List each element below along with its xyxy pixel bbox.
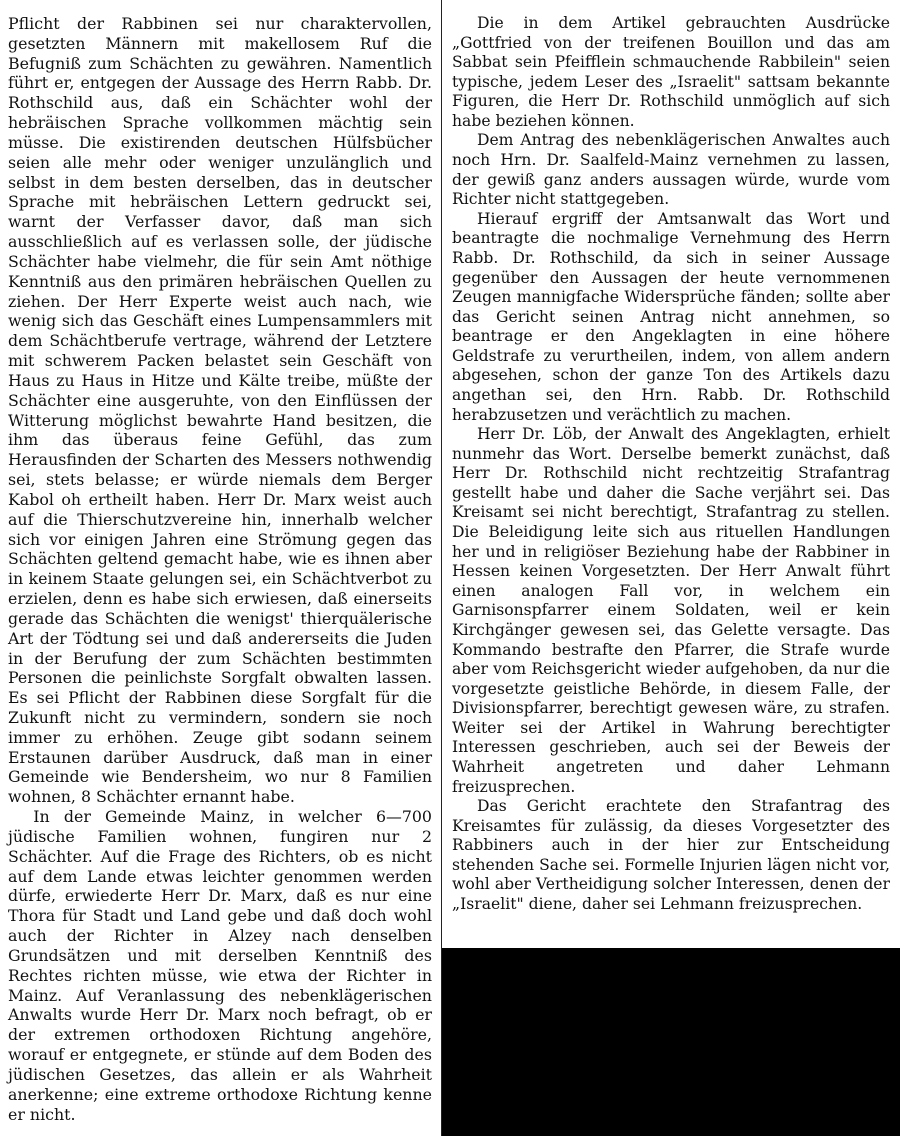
paragraph: Herr Dr. Löb, der Anwalt des Angeklagten, erhielt nunmehr das Wort. Derselbe bemerkt zunächst, daß Herr Dr. Rothschild nicht rechtzeitig Strafantrag gestellt habe und daher die Sache verjährt sei. Das Kreisamt sei nicht berechtigt, Strafantrag zu stellen. Die Beleidigung leite sich aus rituellen Handlungen her und in religiöser Beziehung habe der Rabbiner in Hessen keinen Vorgesetzten. Der Herr Anwalt führt einen analogen Fall vor, in welchem ein Garnisonspfarrer einem Soldaten, weil er kein Kirchgänger gewesen sei, das Gelette versagte. Das Kommando bestrafte den Pfarrer, die Strafe wurde aber vom Reichsgericht wieder aufgehoben, da nur die vorgesetzte geistliche Behörde, in diesem Falle, der Divisionspfarrer, berechtigt gewesen wäre, zu strafen. Weiter sei der Artikel in Wahrung berechtigter Interessen geschrieben, auch sei der Beweis der Wahrheit angetreten und daher Lehmann freizusprechen.	[452, 425, 890, 796]
left-text-column	[8, 14, 432, 1124]
paragraph: Dem Antrag des nebenklägerischen Anwaltes auch noch Hrn. Dr. Saalfeld-Mainz vernehmen zu lassen, der gewiß ganz anders aussagen würde, wurde vom Richter nicht stattgegeben.	[452, 131, 890, 209]
black-blank-area	[442, 948, 900, 1136]
paragraph: In der Gemeinde Mainz, in welcher 6—700 jüdische Familien wohnen, fungiren nur 2 Schächter. Auf die Frage des Richters, ob es nicht auf dem Lande etwas leichter genommen werden dürfe, erwiederte Herr Dr. Marx, daß es nur eine Thora für Stadt und Land gebe und daß doch wohl auch der Richter in Alzey nach denselben Grundsätzen und mit derselben Kenntniß des Rechtes richten müsse, wie etwa der Richter in Mainz. Auf Veranlassung des nebenklägerischen Anwalts wurde Herr Dr. Marx noch befragt, ob er der extremen orthodoxen Richtung angehöre, worauf er entgegnete, er stünde auf dem Boden des jüdischen Gesetzes, das allein er als Wahrheit anerkenne; eine extreme orthodoxe Richtung kenne er nicht.	[8, 807, 432, 1124]
paragraph: Pflicht der Rabbinen sei nur charaktervollen, gesetzten Männern mit makellosem Ruf die Befugniß zum Schächten zu gewähren. Namentlich führt er, entgegen der Aussage des Herrn Rabb. Dr. Rothschild aus, daß ein Schächter wohl der hebräischen Sprache vollkommen mächtig sein müsse. Die existirenden deutschen Hülfsbücher seien alle mehr oder weniger unzulänglich und selbst in dem besten derselben, das in deutscher Sprache mit hebräischen Lettern gedruckt sei, warnt der Verfasser davor, daß man sich ausschließlich auf es verlassen solle, der jüdische Schächter habe vielmehr, die für sein Amt nöthige Kenntniß aus den primären hebräischen Quellen zu ziehen. Der Herr Experte weist auch nach, wie wenig sich das Geschäft eines Lumpensammlers mit dem Schächtberufe vertrage, während der Letztere mit schwerem Packen belastet sein Geschäft von Haus zu Haus in Hitze und Kälte treibe, müßte der Schächter eine ausgeruhte, von den Einflüssen der Witterung möglichst bewahrte Hand besitzen, die ihm das überaus feine Gefühl, das zum Herausfinden der Scharten des Messers nothwendig sei, stets belasse; er würde niemals dem Berger Kabol oh ertheilt haben. Herr Dr. Marx weist auch auf die Thierschutzvereine hin, innerhalb welcher sich vor einigen Jahren eine Strömung gegen das Schächten geltend gemacht habe, wie es ihnen aber in keinem Staate gelungen sei, ein Schächtverbot zu erzielen, denn es habe sich erwiesen, daß einerseits gerade das Schächten die wenigst' thierquälerische Art der Tödtung sei und daß andererseits die Juden in der Berufung der zum Schächten bestimmten Personen die peinlichste Sorgfalt obwalten lassen. Es sei Pflicht der Rabbinen diese Sorgfalt für die Zukunft nicht zu vermindern, sondern sie noch immer zu erhöhen. Zeuge gibt sodann seinem Erstaunen darüber Ausdruck, daß man in einer Gemeinde wie Bendersheim, wo nur 8 Familien wohnen, 8 Schächter ernannt habe.	[8, 14, 432, 807]
paragraph: Das Gericht erachtete den Strafantrag des Kreisamtes für zulässig, da dieses Vorgesetzter des Rabbiners auch in der hier zur Entscheidung stehenden Sache sei. Formelle Injurien lägen nicht vor, wohl aber Vertheidigung solcher Interessen, denen der „Israelit" diene, daher sei Lehmann freizusprechen.	[452, 797, 890, 914]
right-text-column	[452, 14, 890, 915]
paragraph: Hierauf ergriff der Amtsanwalt das Wort und beantragte die nochmalige Vernehmung des Herrn Rabb. Dr. Rothschild, da sich in seiner Aussage gegenüber den Aussagen der heute vernommenen Zeugen mannigfache Widersprüche fänden; sollte aber das Gericht seinen Antrag nicht annehmen, so beantrage er den Angeklagten in eine höhere Geldstrafe zu verurtheilen, indem, von allem andern abgesehen, schon der ganze Ton des Artikels dazu angethan sei, den Hrn. Rabb. Dr. Rothschild herabzusetzen und verächtlich zu machen.	[452, 209, 890, 424]
paragraph: Die in dem Artikel gebrauchten Ausdrücke „Gottfried von der treifenen Bouillon und das am Sabbat sein Pfeifflein schmauchende Rabbilein" seien typische, jedem Leser des „Israelit" sattsam bekannte Figuren, die Herr Dr. Rothschild unmöglich auf sich habe beziehen können.	[452, 14, 890, 130]
